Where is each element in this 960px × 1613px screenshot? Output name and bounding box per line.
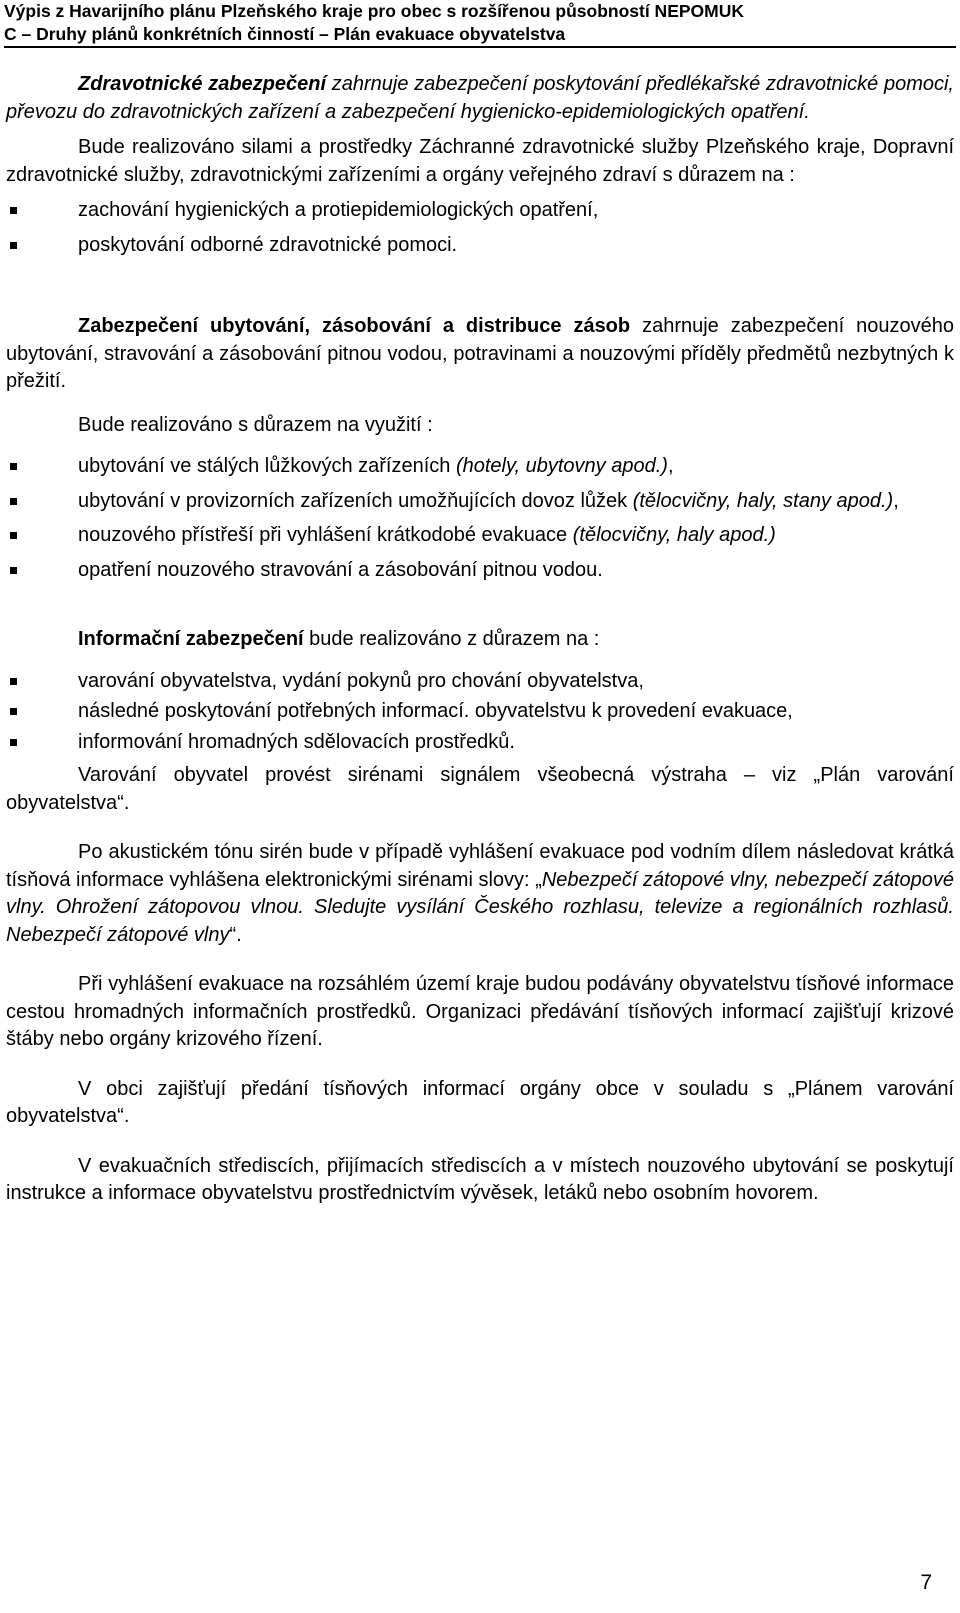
list-item: ubytování v provizorních zařízeních umožňujících dovoz lůžek (tělocvičny, haly, stany apod.), <box>6 488 954 516</box>
info-section-intro <box>6 626 954 654</box>
list-item: informování hromadných sdělovacích prostředků. <box>6 729 954 757</box>
health-section-paragraph: Bude realizováno silami a prostředky Záchranné zdravotnické služby Plzeňského kraje, Dopravní zdravotnické služby, zdravotnickými zařízeními a orgány veřejného zdraví s důrazem na : <box>6 136 954 186</box>
siren-message: Nebezpečí zátopové vlny, nebezpečí zátopové vlny. Ohrožení zátopovou vlnou. Sledujte vysílání Českého rozhlasu, televize a regionálních rozhlasů. Nebezpečí zátopové vlny <box>6 868 954 946</box>
page-number: 7 <box>920 1571 932 1594</box>
list-item: poskytování odborné zdravotnické pomoci. <box>6 232 954 260</box>
list-item: varování obyvatelstva, vydání pokynů pro chování obyvatelstva, <box>6 668 954 696</box>
housing-section-list <box>6 453 954 584</box>
list-item: nouzového přístřeší při vyhlášení krátkodobé evakuace (tělocvičny, haly apod.) <box>6 522 954 550</box>
square-bullet-icon <box>10 739 17 746</box>
warning-paragraph: Varování obyvatel provést sirénami signálem všeobecná výstraha – viz „Plán varování obyvatelstva“. <box>6 764 954 814</box>
health-section-text: zahrnuje zabezpečení poskytování předlékařské zdravotnické pomoci, převozu do zdravotnických zařízení a zabezpečení hygienicko-epidemiologických opatření. <box>6 73 954 123</box>
square-bullet-icon <box>10 708 17 715</box>
housing-section-text: zahrnuje zabezpečení nouzového ubytování, stravování a zásobování pitnou vodou, potravinami a nouzovými příděly předmětů nezbytných k přežití. <box>6 315 954 392</box>
page-header <box>4 0 956 48</box>
centers-paragraph: V evakuačních střediscích, přijímacích střediscích a v místech nouzového ubytování se poskytují instrukce a informace obyvatelstvu prostřednictvím vývěsek, letáků nebo osobním hovorem. <box>6 1154 954 1204</box>
health-section-intro <box>6 71 954 126</box>
info-section-heading: Informační zabezpečení <box>78 628 304 650</box>
square-bullet-icon <box>10 678 17 685</box>
health-section-heading: Zdravotnické zabezpečení <box>78 73 327 95</box>
list-item: ubytování ve stálých lůžkových zařízeních (hotely, ubytovny apod.), <box>6 453 954 481</box>
list-item: zachování hygienických a protiepidemiologických opatření, <box>6 197 954 225</box>
square-bullet-icon <box>10 498 17 505</box>
square-bullet-icon <box>10 242 17 249</box>
header-subtitle: C – Druhy plánů konkrétních činností – Plán evakuace obyvatelstva <box>4 24 566 44</box>
housing-section-paragraph: Bude realizováno s důrazem na využití : <box>78 413 433 436</box>
square-bullet-icon <box>10 532 17 539</box>
square-bullet-icon <box>10 207 17 214</box>
document-body <box>6 71 954 1208</box>
list-item: následné poskytování potřebných informací. obyvatelstvu k provedení evakuace, <box>6 698 954 726</box>
municipality-paragraph: V obci zajišťují předání tísňových informací orgány obce v souladu s „Plánem varování obyvatelstva“. <box>6 1077 954 1127</box>
housing-section-intro <box>6 313 954 396</box>
square-bullet-icon <box>10 567 17 574</box>
square-bullet-icon <box>10 463 17 470</box>
info-section-text: bude realizováno z důrazem na : <box>303 628 600 650</box>
info-section-list <box>6 668 954 757</box>
regional-evacuation-paragraph: Při vyhlášení evakuace na rozsáhlém území kraje budou podávány obyvatelstvu tísňové informace cestou hromadných informačních prostředků. Organizaci předávání tísňových informací zajišťují krizové štáby nebo orgány krizového řízení. <box>6 973 954 1050</box>
housing-section-heading: Zabezpečení ubytování, zásobování a distribuce zásob <box>78 315 631 337</box>
header-title: Výpis z Havarijního plánu Plzeňského kraje pro obec s rozšířenou působností NEPOMUK <box>4 1 745 21</box>
list-item: opatření nouzového stravování a zásobování pitnou vodou. <box>6 557 954 585</box>
health-section-list <box>6 197 954 259</box>
siren-paragraph: Po akustickém tónu sirén bude v případě vyhlášení evakuace pod vodním dílem následovat krátká tísňová informace vyhlášena elektronickými sirénami slovy: „Nebezpečí zátopové vlny, nebezpečí zátopové vlny. Ohrožení zátopovou vlnou. Sledujte vysílání Českého rozhlasu, televize a regionálních rozhlasů. Nebezpečí zátopové vlny“. <box>6 841 954 946</box>
